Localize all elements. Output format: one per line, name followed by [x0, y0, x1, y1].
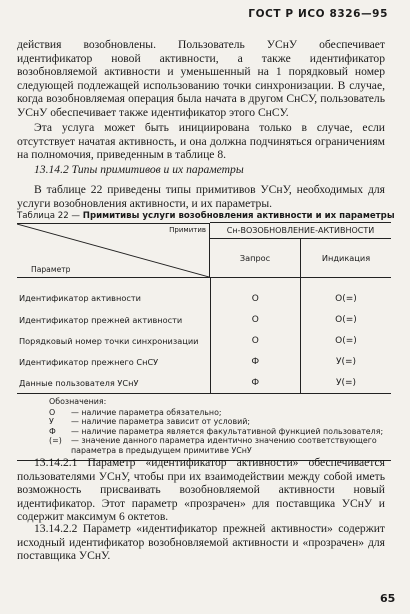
row-parameter-name: Идентификатор прежнего СнСУ	[17, 351, 210, 372]
row-parameter-name: Идентификатор активности	[17, 278, 210, 310]
table-caption-title: Примитивы услуги возобновления активности и их параметры	[82, 211, 395, 221]
row-indication: О(=)	[335, 314, 357, 325]
table-row	[17, 372, 391, 394]
row-parameter-name: Идентификатор прежней активности	[17, 309, 210, 330]
legend-title: Обозначения:	[49, 397, 107, 406]
paragraph-1	[17, 38, 385, 120]
row-request: О	[210, 309, 301, 330]
paragraph-3	[17, 183, 385, 210]
header-primitive: Примитив	[169, 225, 206, 234]
table-row	[17, 278, 391, 310]
paragraph-4	[17, 456, 385, 524]
primitives-table	[17, 222, 391, 461]
row-request: О	[210, 330, 301, 351]
paragraph-2-text: Эта услуга может быть инициирована только в случае, если отсутствует начатая активность, и она должна подчиняться ограничениям на полномочия, приведенным в таблице 8.	[17, 121, 385, 162]
row-indication: О(=)	[335, 335, 357, 346]
row-parameter-name: Данные пользователя УСнУ	[17, 372, 210, 394]
legend-symbol: О	[49, 407, 56, 417]
header-parameter: Параметр	[31, 264, 71, 274]
table-legend-row	[17, 394, 391, 461]
table-corner-cell	[17, 223, 210, 278]
row-indication: О(=)	[335, 293, 357, 304]
service-name: Сн-ВОЗОБНОВЛЕНИЕ-АКТИВНОСТИ	[210, 223, 391, 239]
table-row	[17, 351, 391, 372]
paragraph-2	[17, 121, 385, 162]
paragraph-3-text: В таблице 22 приведены типы примитивов УСнУ, необходимых для услуги возобновления активности, и их параметры.	[17, 183, 385, 210]
legend-text: — наличие параметра зависит от условий;	[71, 417, 251, 427]
legend-text: — наличие параметра является факультативной функцией пользователя;	[71, 426, 384, 436]
legend-symbol: (=)	[49, 436, 62, 446]
row-request: О	[210, 278, 301, 310]
legend-text: — наличие параметра обязательно;	[71, 407, 222, 417]
row-indication: У(=)	[335, 356, 357, 367]
table-row	[17, 309, 391, 330]
column-indication: Индикация	[301, 239, 392, 278]
row-request: Ф	[210, 372, 301, 394]
table-row	[17, 330, 391, 351]
page-number: 65	[380, 592, 396, 605]
table-caption-prefix: Таблица 22 —	[17, 211, 81, 221]
legend-item	[49, 436, 391, 455]
legend-symbol: У	[49, 417, 54, 427]
legend-item	[49, 417, 391, 427]
table-caption	[17, 211, 395, 221]
row-parameter-name: Порядковый номер точки синхронизации	[17, 330, 210, 351]
paragraph-5	[17, 522, 385, 563]
paragraph-1-text: действия возобновлены. Пользователь УСнУ обеспечивает идентификатор новой активности, а также идентификатор возобновляемой активности и уменьшенный на 1 порядковый номер следующей подлежащей использованию точки синхронизации. В случае, когда возобновляемая операция была начата в другом СнСУ, пользователь УСнУ обеспечивает также идентификатор этого СнСУ.	[17, 38, 385, 119]
document-header: ГОСТ Р ИСО 8326—95	[248, 8, 388, 20]
legend-symbol: Ф	[49, 426, 56, 436]
table-corner	[17, 223, 210, 278]
legend-text: — значение данного параметра идентично значению соответствующего параметра в предыдущем примитиве УСнУ	[71, 436, 377, 455]
row-indication: У(=)	[335, 377, 357, 388]
table-legend	[17, 394, 391, 461]
legend-item	[49, 408, 391, 418]
column-request: Запрос	[210, 239, 301, 278]
paragraph-4-text: 13.14.2.1 Параметр «идентификатор активности» обеспечивается пользователями УСнУ, чтобы при их взаимодействии между собой иметь возможность присваивать возобновляемой активности новый идентификатор. Этот параметр «прозрачен» для поставщика УСнУ и содержит максимум 6 октетов.	[17, 456, 385, 524]
section-heading: 13.14.2 Типы примитивов и их параметры	[34, 163, 244, 176]
legend-item	[49, 427, 391, 437]
row-request: Ф	[210, 351, 301, 372]
paragraph-5-text: 13.14.2.2 Параметр «идентификатор прежней активности» содержит исходный идентификатор возобновляемой активности и «прозрачен» для поставщика УСнУ.	[17, 522, 385, 563]
